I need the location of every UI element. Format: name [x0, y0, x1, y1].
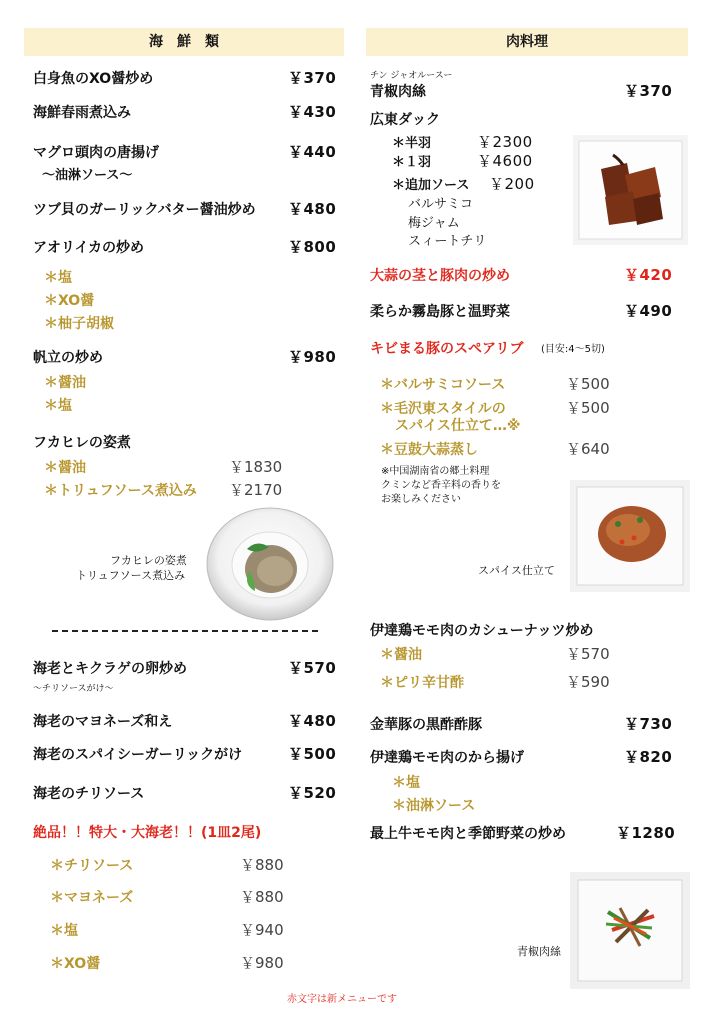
section-divider: [52, 630, 318, 632]
menu-item-price: ￥820: [624, 748, 673, 766]
menu-item-price: ￥480: [288, 712, 337, 730]
menu-option: ＊XO醤: [50, 956, 101, 972]
seafood-header: 海 鮮 類: [24, 28, 344, 56]
spare-rib-dish-photo: [570, 480, 690, 592]
menu-item-price: ￥440: [288, 143, 337, 161]
menu-item-name: アオリイカの炒め: [33, 240, 145, 256]
menu-option-cont: スパイス仕立て…※: [395, 418, 521, 434]
sauce-option: バルサミコ: [408, 197, 474, 212]
menu-item-price: ￥520: [288, 784, 337, 802]
menu-option: ＊塩: [50, 923, 78, 939]
menu-option-price: ￥500: [566, 399, 610, 417]
menu-item-name: 広東ダック: [370, 112, 440, 128]
menu-item-price: ￥800: [288, 238, 337, 256]
menu-item-name-new: 大蒜の茎と豚肉の炒め: [370, 268, 510, 284]
menu-item-name: 海鮮春雨煮込み: [33, 105, 131, 121]
menu-item-name: 最上牛モモ肉と季節野菜の炒め: [370, 826, 566, 842]
menu-option: ＊追加ソース: [392, 178, 470, 193]
menu-item-price: ￥430: [288, 103, 337, 121]
menu-item-price: ￥480: [288, 200, 337, 218]
menu-item-name: 白身魚のXO醤炒め: [33, 71, 154, 87]
photo-caption: 青椒肉絲: [517, 945, 561, 958]
photo-caption: トリュフソース煮込み: [76, 569, 186, 582]
menu-item-name: 海老のマヨネーズ和え: [33, 714, 173, 730]
shark-fin-dish-photo: [205, 505, 335, 623]
menu-option: ＊トリュフソース煮込み: [44, 483, 197, 499]
footnote-line: お楽しみください: [381, 494, 461, 505]
menu-item-name: 伊達鶏モモ肉のカシューナッツ炒め: [370, 623, 594, 639]
menu-option: ＊塩: [44, 398, 72, 414]
menu-option-price: ￥640: [566, 440, 610, 458]
menu-option-price: ￥880: [240, 856, 284, 874]
menu-item-name: 青椒肉絲: [370, 84, 426, 100]
menu-option: ＊塩: [44, 270, 72, 286]
menu-option-price: ￥500: [566, 375, 610, 393]
menu-item-price: ￥980: [288, 348, 337, 366]
menu-option-price: ￥590: [566, 673, 610, 691]
menu-option-price: ￥570: [566, 645, 610, 663]
menu-item-price: ￥1280: [616, 824, 676, 842]
menu-option: ＊塩: [392, 775, 420, 791]
menu-item-name-new: キビまる豚のスペアリブ: [370, 341, 524, 357]
menu-option: ＊チリソース: [50, 858, 134, 874]
menu-option-price: ￥2170: [229, 481, 283, 499]
menu-option: ＊マヨネーズ: [50, 890, 134, 906]
menu-option: ＊豆鼓大蒜蒸し: [380, 442, 478, 458]
menu-option: ＊半羽: [392, 136, 432, 151]
menu-item-name: フカヒレの姿煮: [33, 435, 131, 451]
menu-option: ＊ピリ辛甘酢: [380, 675, 464, 691]
menu-item-name: 帆立の炒め: [33, 350, 103, 366]
menu-option: ＊バルサミコソース: [380, 377, 506, 393]
menu-option: ＊XO醤: [44, 293, 95, 309]
meat-header: 肉料理: [366, 28, 688, 56]
menu-option: ＊醤油: [44, 375, 86, 391]
menu-item-name: 海老とキクラゲの卵炒め: [33, 661, 187, 677]
menu-option-price: ￥980: [240, 954, 284, 972]
special-title: 絶品！！特大・大海老！！(1皿2尾): [33, 825, 262, 841]
menu-item-note: (目安:4〜5切): [541, 344, 605, 355]
menu-item-price: ￥370: [624, 82, 673, 100]
menu-item-name: 海老のチリソース: [33, 786, 145, 802]
menu-item-name: 柔らか霧島豚と温野菜: [370, 304, 510, 320]
menu-item-name: 伊達鶏モモ肉のから揚げ: [370, 750, 524, 766]
menu-option: ＊柚子胡椒: [44, 316, 114, 332]
sauce-option: スィートチリ: [408, 234, 487, 249]
menu-option-price: ￥2300: [477, 133, 533, 151]
menu-item-price: ￥730: [624, 715, 673, 733]
menu-item-subtitle: 〜油淋ソース〜: [42, 168, 133, 183]
menu-option-price: ￥880: [240, 888, 284, 906]
menu-item-price: ￥370: [288, 69, 337, 87]
menu-item-name: ツブ貝のガーリックバター醤油炒め: [33, 202, 256, 218]
photo-caption: フカヒレの姿煮: [110, 554, 187, 567]
menu-option: ＊１羽: [392, 155, 432, 170]
menu-option: ＊醤油: [380, 647, 422, 663]
menu-item-ruby: チン ジャオルースー: [370, 71, 453, 81]
menu-option: ＊毛沢東スタイルの: [380, 401, 506, 417]
menu-option-price: ￥940: [240, 921, 284, 939]
photo-caption: スパイス仕立て: [478, 564, 555, 577]
menu-item-price: ￥500: [288, 745, 337, 763]
menu-item-name: 海老のスパイシーガーリックがけ: [33, 747, 243, 763]
pepper-steak-dish-photo: [570, 872, 690, 989]
menu-item-subtitle: 〜チリソースがけ〜: [33, 684, 114, 694]
footnote-line: クミンなど香辛料の香りを: [381, 480, 501, 491]
menu-item-price: ￥570: [288, 659, 337, 677]
menu-item-name: 金華豚の黒酢酢豚: [370, 717, 482, 733]
footnote-line: ※中国湖南省の郷土料理: [381, 466, 490, 477]
menu-item-price-new: ￥420: [624, 266, 673, 284]
duck-dish-photo: [573, 135, 688, 245]
footer-note: 赤文字は新メニューです: [287, 994, 397, 1005]
menu-option-price: ￥4600: [477, 152, 533, 170]
menu-option-price: ￥200: [489, 175, 535, 193]
menu-item-price: ￥490: [624, 302, 673, 320]
menu-option-price: ￥1830: [229, 458, 283, 476]
menu-option: ＊油淋ソース: [392, 798, 476, 814]
sauce-option: 梅ジャム: [408, 216, 460, 231]
menu-option: ＊醤油: [44, 460, 86, 476]
menu-item-name: マグロ頭肉の唐揚げ: [33, 145, 159, 161]
